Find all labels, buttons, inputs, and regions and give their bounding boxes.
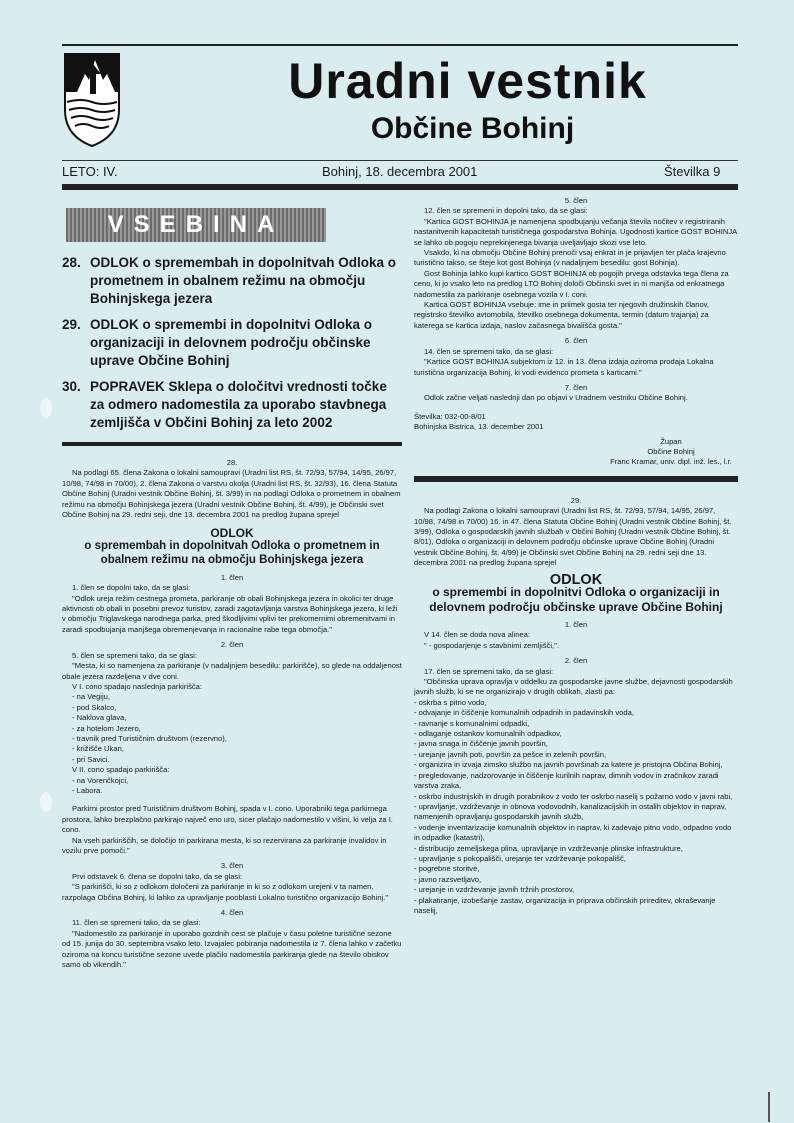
toc-text: POPRAVEK Sklepa o določitvi vrednosti točke za odmero nadomestila za uporabo stavbnega zemljišča v Občini Bohinj za leto 2002 (90, 379, 387, 430)
article-text: "Odlok ureja režim cestnega prometa, parkiranje ob obali Bohinjskega jezera in okolici ter druge aktivnosti ob obali in posebni prevoz turistov, zaradi zagotavljanja varstva Bohinjskega jezera, ki leži v območju Triglavskega narodnega parka, pred škodljivimi vplivi ter prekomernimi obremenitvami in zaradi spodbujanja manjšega obremenjevanja in racionalne rabe tega območja." (62, 593, 398, 634)
article-heading: 2. člen (220, 640, 244, 650)
parking-list-zone2 (62, 776, 402, 797)
article-text: 12. člen se spremeni in dopolni tako, da se glasi: (424, 206, 588, 216)
article-heading: 2. člen (564, 656, 588, 666)
toc-text: ODLOK o spremembi in dopolnitvi Odloka o organizaciji in delovnem področju občinske uprave Občine Bohinj (90, 317, 373, 368)
signature-block (604, 437, 738, 468)
article-text: V 14. člen se doda nova alinea: (424, 630, 530, 640)
document-29 (414, 496, 738, 917)
coat-of-arms-icon (63, 52, 121, 148)
list-item: - javno razsvetljavo, (414, 874, 482, 884)
publication-subtitle: Občine Bohinj (370, 112, 575, 145)
list-item: - Naklova glava, (72, 713, 127, 723)
list-item: - odlaganje ostankov komunalnih odpadkov, (414, 729, 562, 739)
article-text: V II. cono spadajo parkirišča: (72, 765, 170, 775)
article-text: Gost Bohinja lahko kupi kartico GOST BOHINJA ob pogojih prvega odstavka tega člena za ceno, ki jo vsako leto na predlog LTO Bohinj določi Občinski svet in ni manjša od enkratnega nadomestila za parkiranje osebnega vozila v I. coni. (414, 268, 729, 299)
article-heading: 7. člen (564, 382, 588, 392)
document-28 (62, 458, 402, 970)
article-heading: 5. člen (564, 196, 588, 205)
publication-title: Uradni vestnik (288, 53, 647, 109)
right-column (414, 196, 738, 916)
left-column (62, 196, 402, 970)
article-text: "S parkirišči, ki so z odlokom določeni za parkiranje in ki so z odlokom urejeni v ta namen, razpolaga Občina Bohinj, ki lahko za upravljanje pooblasti Lokalno turistično organizacijo Bohinj." (62, 882, 389, 902)
toc-item[interactable] (62, 254, 402, 308)
punch-hole (40, 792, 52, 812)
toc-number: 30. (62, 379, 81, 394)
list-item: - pod Skalco, (72, 702, 117, 712)
article-text: "Kartice GOST BOHINJA subjektom iz 12. in 13. člena izdaja oziroma prodaja Lokalna turistična organizacija Bohinj, ki vodi evidenco prometa s karticami." (414, 357, 714, 377)
list-item: - distribucijo zemeljskega plina, upravljanje in vzdrževanje plinske infrastrukture, (414, 843, 683, 853)
punch-hole (40, 398, 52, 418)
list-item: - pri Savici. (72, 754, 110, 764)
toc-text: ODLOK o spremembah in dopolnitvah Odloka o prometnem in obalnem režimu na območju Bohinjskega jezera (90, 255, 397, 306)
toc-item[interactable] (62, 316, 402, 370)
list-item: - urejanje in vzdrževanje javnih tržnih prostorov, (414, 885, 575, 895)
toc-item[interactable] (62, 378, 402, 432)
toc-number: 29. (62, 317, 81, 332)
article-heading: 3. člen (220, 861, 244, 871)
signature-office: Občine Bohinj (647, 446, 695, 456)
reference-number: Številka: 032-00-8/01 (414, 411, 486, 421)
article-text: "Občinska uprava opravlja v oddelku za gospodarske javne službe, dejavnosti gospodarskih javnih služb, ki se ne organizirajo v drugih oblikah, zlasti pa: (414, 677, 733, 697)
list-item: - vodenje inventarizacije komunalnih objektov in naprav, ki zadevajo pitno vodo, odpadno vodo in odpadke (katastri), (414, 822, 732, 843)
list-item: - upravljanje s pokopališči, urejanje ter vzdrževanje pokopališč, (414, 853, 626, 863)
article-text: 1. člen se dopolni tako, da se glasi: (72, 583, 191, 593)
article-text: 14. člen se spremeni tako, da se glasi: (424, 346, 554, 356)
article-text: " - gospodarjenje s stavbnimi zemljišči,". (424, 640, 559, 650)
list-item: - pogrebne storitve, (414, 864, 480, 874)
article-text: "Nadomestilo za parkiranje in uporabo gozdnih cest se plačuje v času poletne turistične sezone od 15. junija do 30. septembra vsako leto. Izvajalec pobiranja nadomestila iz 7. člena lahko v začetku oziroma na koncu turistične sezone uvede plačilo nadomestila parkiranja glede na število obiskov samo ob vikendih." (62, 928, 402, 970)
article-text: Parkirni prostor pred Turističnim društvom Bohinj, spada v I. cono. Uporabniki tega parkirnega prostora, lahko brezplačno parkirajo največ eno uro, sicer plačajo nadomestilo v višini, ki velja za I. cono. (62, 804, 393, 835)
place-date: Bohinjska Bistrica, 13. december 2001 (414, 422, 544, 432)
article-heading: 1. člen (564, 620, 588, 629)
list-item: - odvajanje in čiščenje komunalnih odpadnih in padavinskih voda, (414, 708, 634, 718)
section-rule (414, 476, 738, 482)
top-rule (62, 44, 738, 46)
preamble: Na podlagi 65. člena Zakona o lokalni samoupravi (Uradni list RS, št. 72/93, 57/94, 14/95, 26/97, 10/98, 74/98 in 70/00), 2. člena Zakona o varstvu okolja (Uradni list RS, št. 32/93), 16. člena Statuta Občine Bohinj (Uradni vestnik Občine Bohinj, št. 3/99) in na podlagi Odloka o prometnem in obalnem režimu na območju Bohinjskega jezera (Uradni vestnik Občine Bohinj, št. 4/99), je Občinski svet Občine Bohinj na 29. redni seji, dne 13. decembra 2001 na predlog župana sprejel (62, 468, 401, 520)
list-item: - upravljanje, vzdrževanje in obnova vodovodnih, kanalizacijskih in ostalih objektov in naprav, namenjenih opravljanju gospodarskih javnih služb, (414, 801, 727, 822)
list-item: - za hotelom Jezero, (72, 723, 141, 733)
article-text: "Mesta, ki so namenjena za parkiranje (v nadaljnjem besedilu: parkirišče), so glede na oddaljenost obale jezera razdeljena v dve coni. (62, 661, 402, 681)
list-item: - oskrba s pitno vodo, (414, 697, 487, 707)
article-text: Kartica GOST BOHINJA vsebuje: ime in priimek gosta ter njegovih družinskih članov, registrsko številko avtomobila, številko osebnega dokumenta, termin (datum trajanja) za katerega se kartica izdaja, naslov začasnega bivališča gosta." (414, 300, 710, 330)
article-text: Na vseh parkiriščih, se določijo tri parkirana mesta, ki so rezervirana za parkiranje invalidov in vozilu prve pomoči." (62, 835, 387, 855)
services-list (414, 698, 738, 917)
preamble: Na podlagi Zakona o lokalni samoupravi (Uradni list RS, št. 72/93, 57/94, 14/95, 26/97, 10/98, 74/98 in 70/00) 16. in 47. člena Statuta Občine Bohinj (Uradni vestnik Občine Bohinj, št. 3/99), Odloka o gospodarskih javnih službah v Občini Bohinj (Uradni vestnik Občine Bohinj, št. 8/01), Odloka o organizaciji in delovnem področju občinske uprave Občine Bohinj (Uradni vestnik Občine Bohinj, št. 4/99) je Občinski svet Občine Bohinj na 29. redni seji dne 13. decembra 2001 na predlog župana sprejel (414, 506, 732, 568)
document-number: 29. (570, 495, 582, 505)
contents-heading: VSEBINA (66, 208, 326, 242)
issue-number: Številka 9 (664, 164, 721, 179)
article-heading: 4. člen (220, 908, 244, 918)
article-text: 17. člen se spremeni tako, da se glasi: (424, 666, 554, 676)
article-heading: 6. člen (564, 336, 588, 346)
list-item: - plakatiranje, izobešanje zastav, organizacija in priprava občinskih prireditev, okraševanje naselij, (414, 895, 716, 915)
issue-date: Bohinj, 18. decembra 2001 (322, 164, 478, 179)
list-item: - organizira in izvaja zimsko službo na javnih površinah za katere je pristojna Občina Bohinj, (414, 760, 723, 770)
volume-label: LETO: IV. (62, 164, 118, 179)
toc-number: 28. (62, 255, 81, 270)
list-item: - na Vegiju, (72, 692, 110, 702)
article-heading: 1. člen (220, 572, 244, 582)
article-text: "Kartica GOST BOHINJA je namenjena spodbujanju večanja števila nočitev v registriranih nastanitvenih kapacitetah turističnega gospodarstva Bohinja. Ugodnosti kartice GOST BOHINJA se lahko ob pogoju neprekinjenega bivanja uveljavljajo skozi vse leto. (414, 216, 737, 247)
list-item: - na Vorenčkojci, (72, 775, 129, 785)
article-text: 5. člen se spremeni tako, da se glasi: (72, 650, 197, 660)
article-text: V I. cono spadajo naslednja parkirišča: (72, 681, 203, 691)
table-of-contents (62, 254, 402, 432)
list-item: - oskrbo industrijskih in drugih porabnikov z vodo ter oskrbo naselij s požarno vodo v javni rabi, (414, 791, 733, 801)
signature-title: Župan (660, 436, 682, 446)
list-item: - javna snaga in čiščenje javnih površin, (414, 739, 548, 749)
list-item: - križišče Ukan, (72, 744, 124, 754)
list-item: - Labora. (72, 785, 103, 795)
signature-name: Franc Kramar, univ. dipl. inž. les., l.r. (610, 457, 732, 467)
article-text: Odlok začne veljati naslednji dan po objavi v Uradnem vestniku Občine Bohinj. (424, 393, 688, 403)
article-text: 11. člen se spremeni tako, da se glasi: (72, 918, 201, 928)
section-rule (62, 442, 402, 446)
list-item: - pregledovanje, nadzorovanje in čiščenje kurilnih naprav, dimnih vodov in zračnikov zaradi varstva zraka, (414, 770, 719, 791)
meta-rule (62, 160, 738, 161)
document-number: 28. (226, 458, 238, 467)
page-edge-mark (768, 1092, 770, 1122)
list-item: - ravnanje s komunalnimi odpadki, (414, 718, 530, 728)
document-title: ODLOK (210, 526, 254, 541)
list-item: - urejanje javnih poti, površin za pešce in zelenih površin, (414, 749, 607, 759)
parking-list-zone1 (62, 692, 402, 765)
document-subtitle: o spremembi in dopolnitvi Odloka o organizaciji in delovnem področju občinske uprave Občine Bohinj (429, 585, 723, 614)
article-text: Prvi odstavek 6. člena se dopolni tako, da se glasi: (72, 871, 243, 881)
document-subtitle: o spremembah in dopolnitvah Odloka o prometnem in obalnem režimu na območju Bohinjskega jezera (84, 539, 380, 566)
document-title: ODLOK (549, 571, 603, 588)
list-item: - travnik pred Turističnim društvom (rezervno), (72, 733, 227, 743)
header-bottom-rule (62, 184, 738, 190)
article-text: Vsakdo, ki na območju Občine Bohinj prenoči vsaj enkrat in je prijavljen ter plača krajevno turistično takso, se šteje kot gost Bohinja (v nadaljnjem besedilu: gost Bohinja). (414, 248, 726, 268)
